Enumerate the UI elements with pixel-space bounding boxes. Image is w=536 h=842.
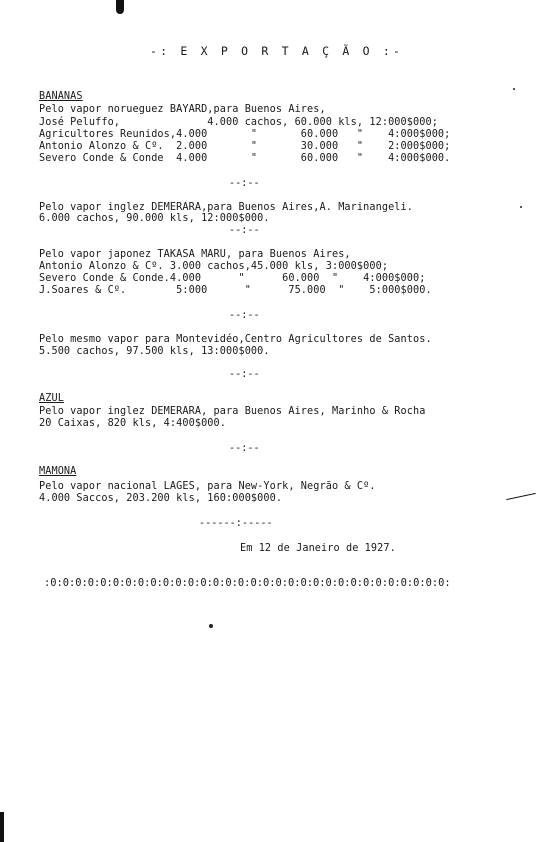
text-line: Agricultores Reunidos,4.000 " 60.000 " 4:000$000; [39,129,451,140]
page-title: -: E X P O R T A Ç Ã O :- [150,44,404,58]
text-line: 5.500 cachos, 97.500 kls, 13:000$000. [39,346,270,357]
text-line: Pelo vapor inglez DEMERARA,para Buenos Aires,A. Marinangeli. [39,202,414,213]
ink-speck [209,624,213,628]
section-heading-azul: AZUL [39,393,64,404]
text-line: José Peluffo, 4.000 cachos, 60.000 kls, 12:000$000; [39,117,438,128]
section-heading-mamona: MAMONA [39,466,77,477]
top-ink-mark [116,0,124,14]
text-line: 6.000 cachos, 90.000 kls, 12:000$000. [39,213,270,224]
right-margin-stroke [506,493,536,500]
separator: --:-- [229,369,260,380]
text-line: 4.000 Saccos, 203.200 kls, 160:000$000. [39,493,283,504]
separator: --:-- [229,443,260,454]
separator: --:-- [229,225,260,236]
text-line: Pelo vapor norueguez BAYARD,para Buenos Aires, [39,104,326,115]
separator: ------:----- [199,518,273,529]
text-line: J.Soares & Cº. 5:000 " 75.000 " 5:000$000. [39,285,432,296]
section-heading-bananas: BANANAS [39,91,83,102]
text-line: Pelo mesmo vapor para Montevidéo,Centro Agricultores de Santos. [39,334,432,345]
date-line: Em 12 de Janeiro de 1927. [240,543,396,554]
text-line: Severo Conde & Conde 4.000 " 60.000 " 4:000$000. [39,153,451,164]
text-line: Antonio Alonzo & Cº. 3.000 cachos,45.000 kls, 3:000$000; [39,261,389,272]
ink-speck [513,88,515,90]
ink-speck [520,206,522,208]
text-line: Severo Conde & Conde.4.000 " 60.000 " 4:000$000; [39,273,426,284]
text-line: Antonio Alonzo & Cº. 2.000 " 30.000 " 2:000$000; [39,141,451,152]
text-line: 20 Caixas, 820 kls, 4:400$000. [39,418,227,429]
text-line: Pelo vapor nacional LAGES, para New-York, Negrão & Cº. [39,481,376,492]
text-line: Pelo vapor inglez DEMERARA, para Buenos Aires, Marinho & Rocha [39,406,426,417]
separator: --:-- [229,310,260,321]
left-margin-stroke [0,812,4,842]
text-line: Pelo vapor japonez TAKASA MARU, para Buenos Aires, [39,249,351,260]
footer-rule: :0:0:0:0:0:0:0:0:0:0:0:0:0:0:0:0:0:0:0:0:0:0:0:0:0:0:0:0:0:0:0:0: [44,577,451,589]
separator: --:-- [229,178,260,189]
